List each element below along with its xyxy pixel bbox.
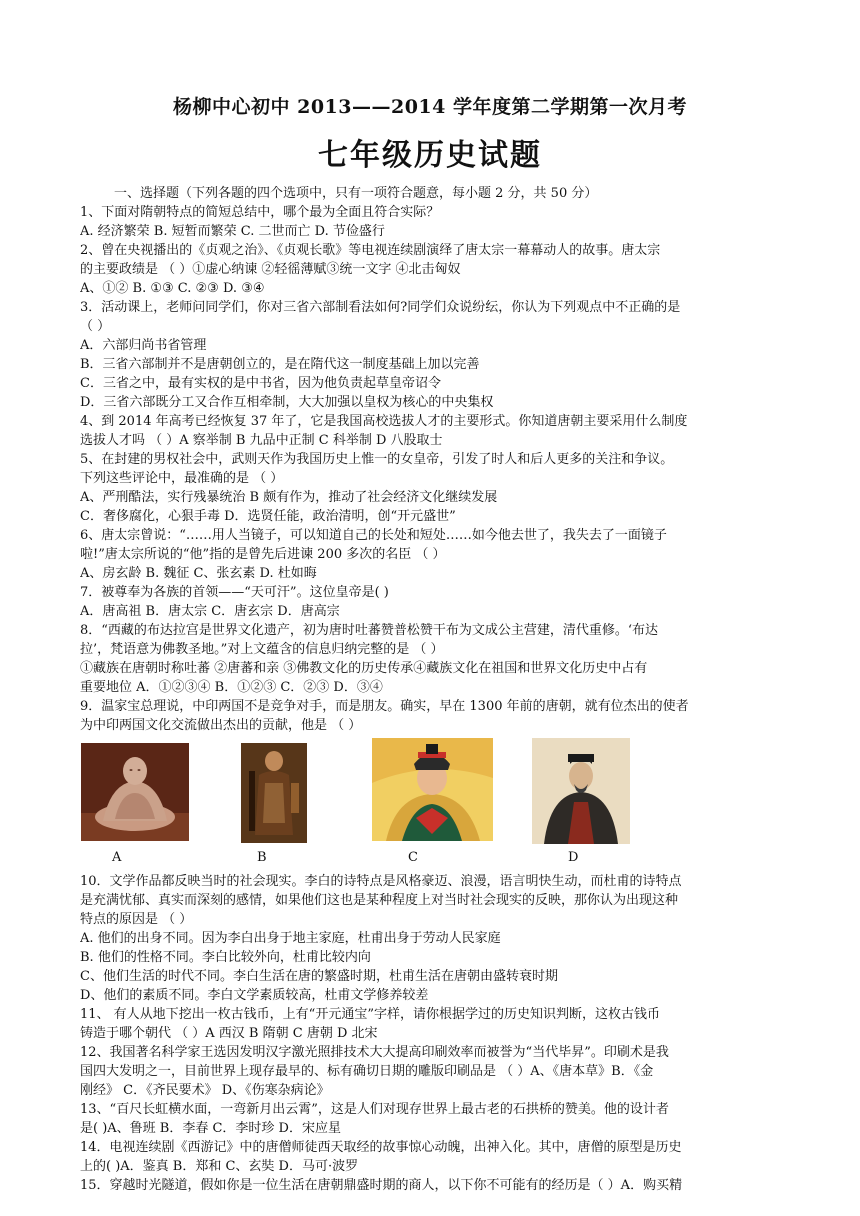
option-a-label: A	[112, 850, 122, 865]
text-line: 14．电视连续剧《西游记》中的唐僧师徒西天取经的故事惊心动魄，出神入化。其中，唐僧的原型是历史	[80, 1140, 682, 1155]
option-c-label: C	[408, 850, 418, 865]
text-line: 12、我国著名科学家王选因发明汉字激光照排技术大大提高印刷效率而被誉为“当代毕昇”。印刷术是我	[80, 1045, 669, 1060]
option-c-image	[372, 738, 493, 841]
option-d-image	[532, 738, 630, 844]
option-d-label: D	[568, 850, 579, 865]
question-9-image-options	[80, 735, 780, 872]
text-line: D．三省六部既分工又合作互相牵制，大大加强以皇权为核心的中央集权	[80, 395, 494, 410]
text-line: B. 他们的性格不同。李白比较外向，杜甫比较内向	[80, 950, 371, 965]
text-line: 10．文学作品都反映当时的社会现实。李白的诗特点是风格豪迈、浪漫，语言明快生动，而杜甫的诗特点	[80, 874, 682, 889]
option-b-label: B	[257, 850, 267, 865]
text-line: 3．活动课上，老师问同学们，你对三省六部制看法如何?同学们众说纷纭，你认为下列观点中不正确的是	[80, 300, 681, 315]
text-line: C．奢侈腐化，心狠手毒 D．选贤任能，政治清明，创“开元盛世”	[80, 509, 456, 524]
text-line: 1、下面对隋朝特点的简短总结中，哪个最为全面且符合实际？	[80, 205, 440, 220]
text-line: 啦!”唐太宗所说的“他”指的是曾先后进谏 200 多次的名臣 （ ）	[80, 547, 446, 562]
text-line: B．三省六部制并不是唐朝创立的，是在隋代这一制度基础上加以完善	[80, 357, 480, 372]
questions-section-2	[80, 872, 780, 1195]
text-line: 上的( )A．鉴真 B．郑和 C、玄奘 D．马可·波罗	[80, 1159, 359, 1174]
text-line: 15．穿越时光隧道，假如你是一位生活在唐朝鼎盛时期的商人，以下你不可能有的经历是（ ）A．购买精	[80, 1178, 683, 1193]
text-line: 7．被尊奉为各族的首领——“天可汗”。这位皇帝是( )	[80, 585, 389, 600]
text-line: 8．“西藏的布达拉宫是世界文化遗产，初为唐时吐蕃赞普松赞干布为文成公主营建，清代重修。‘布达	[80, 623, 659, 638]
text-line: 2、曾在央视播出的《贞观之治》、《贞观长歌》等电视连续剧演绎了唐太宗一幕幕动人的故事。唐太宗	[80, 243, 661, 258]
text-line: 的主要政绩是 （ ）①虚心纳谏 ②轻徭薄赋③统一文字 ④北击匈奴	[80, 262, 461, 277]
question-body	[80, 184, 780, 1195]
text-line: A、①② B. ①③ C. ②③ D. ③④	[80, 281, 265, 296]
text-line: 国四大发明之一，目前世界上现存最早的、标有确切日期的雕版印刷品是 （ ）A、《唐本草》B．《金	[80, 1064, 654, 1079]
text-line: 拉’，梵语意为佛教圣地。”对上文蕴含的信息归纳完整的是 （ ）	[80, 642, 444, 657]
text-line: A．六部归尚书省管理	[80, 338, 207, 353]
text-line: 铸造于哪个朝代 （ ）A 西汉 B 隋朝 C 唐朝 D 北宋	[80, 1026, 378, 1041]
text-line: 9．温家宝总理说，中印两国不是竞争对手，而是朋友。确实，早在 1300 年前的唐朝，就有位杰出的使者	[80, 699, 689, 714]
text-line: 11、 有人从地下挖出一枚古钱币，上有“开元通宝”字样，请你根据学过的历史知识判断，这枚古钱币	[80, 1007, 660, 1022]
text-line: 为中印两国文化交流做出杰出的贡献，他是 （ ）	[80, 718, 362, 733]
text-line: 13、“百尺长虹横水面，一弯新月出云霄”，这是人们对现存世界上最古老的石拱桥的赞美。他的设计者	[80, 1102, 669, 1117]
text-line: （ ）	[80, 319, 111, 334]
text-line: 6、唐太宗曾说：“……用人当镜子，可以知道自己的长处和短处……如今他去世了，我失去了一面镜子	[80, 528, 667, 543]
text-line: 5、在封建的男权社会中，武则天作为我国历史上惟一的女皇帝，引发了时人和后人更多的关注和争议。	[80, 452, 674, 467]
text-line: ①藏族在唐朝时称吐蕃 ②唐蕃和亲 ③佛教文化的历史传承④藏族文化在祖国和世界文化历史中占有	[80, 661, 648, 676]
text-line: 特点的原因是 （ ）	[80, 912, 193, 927]
text-line: 一、选择题（下列各题的四个选项中，只有一项符合题意，每小题 2 分，共 50 分）	[114, 186, 598, 201]
option-b-image	[241, 743, 307, 843]
text-line: 是充满忧郁、真实而深刻的感情，如果他们这也是某种程度上对当时社会现实的反映，那你认为出现这种	[80, 893, 679, 908]
text-line: 选拔人才吗 （ ）A 察举制 B 九品中正制 C 科举制 D 八股取士	[80, 433, 443, 448]
school-exam-heading: 杨柳中心初中 2013——2014 学年度第二学期第一次月考	[173, 96, 687, 118]
text-line: A. 经济繁荣 B. 短暂而繁荣 C. 二世而亡 D. 节俭盛行	[80, 224, 385, 239]
text-line: 4、到 2014 年高考已经恢复 37 年了，它是我国高校选拔人才的主要形式。你知道唐朝主要采用什么制度	[80, 414, 688, 429]
text-line: 是( )A、鲁班 B．李春 C．李时珍 D．宋应星	[80, 1121, 341, 1136]
text-line: A、房玄龄 B. 魏征 C、张玄素 D. 杜如晦	[80, 566, 317, 581]
text-line: 下列这些评论中，最准确的是 （ ）	[80, 471, 284, 486]
page-title: 七年级历史试题	[318, 138, 542, 173]
text-line: C．三省之中，最有实权的是中书省，因为他负责起草皇帝诏令	[80, 376, 441, 391]
text-line: A．唐高祖 B．唐太宗 C．唐玄宗 D．唐高宗	[80, 604, 340, 619]
text-line: A. 他们的出身不同。因为李白出身于地主家庭，杜甫出身于劳动人民家庭	[80, 931, 501, 946]
text-line: 重要地位 A．①②③④ B．①②③ C．②③ D．③④	[80, 680, 383, 695]
text-line: A、严刑酷法，实行残暴统治 B 颇有作为，推动了社会经济文化继续发展	[80, 490, 498, 505]
text-line: C、他们生活的时代不同。李白生活在唐的繁盛时期，杜甫生活在唐朝由盛转衰时期	[80, 969, 558, 984]
questions-section-1	[80, 184, 780, 735]
text-line: D、他们的素质不同。李白文学素质较高，杜甫文学修养较差	[80, 988, 429, 1003]
text-line: 刚经》 C．《齐民要术》 D、《伤寒杂病论》	[80, 1083, 330, 1098]
option-a-image	[81, 743, 189, 841]
